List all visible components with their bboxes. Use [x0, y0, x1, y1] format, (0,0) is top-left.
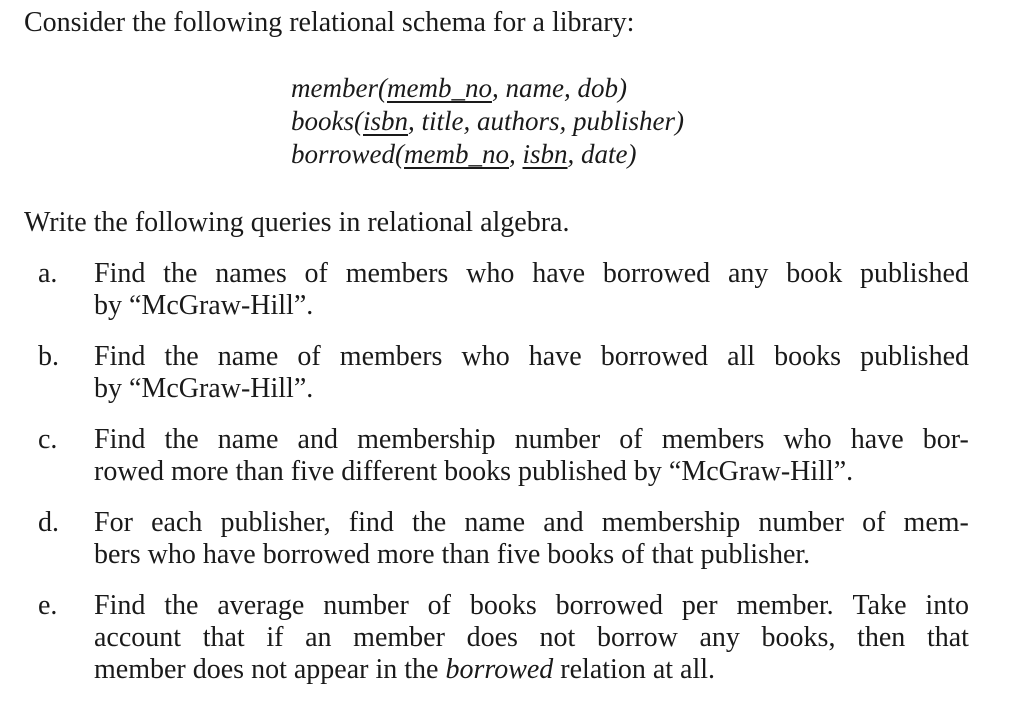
word: of: [297, 341, 321, 372]
word: of: [862, 507, 886, 538]
paren-open: (: [377, 73, 387, 103]
word: name: [217, 341, 279, 372]
word: number: [758, 507, 844, 538]
line-text: relation at all.: [553, 654, 716, 685]
word: if: [266, 622, 284, 653]
question-line: [94, 590, 969, 622]
word: any: [727, 258, 769, 289]
question-line: bers who have borrowed more than five books of that publisher.: [94, 539, 811, 570]
word: and: [543, 507, 584, 538]
line-text: member does not appear in the: [94, 654, 446, 685]
word: published: [860, 258, 969, 289]
word: the: [164, 590, 199, 621]
relation-name: member: [291, 73, 378, 103]
line-text: [94, 424, 969, 456]
question-d: [24, 507, 969, 571]
word: member: [353, 622, 445, 653]
word: then: [857, 622, 906, 653]
line-text: [94, 258, 969, 290]
question-line: by “McGraw-Hill”.: [94, 290, 314, 321]
question-list: [24, 258, 969, 705]
word: borrowed: [555, 590, 663, 621]
word: into: [925, 590, 969, 621]
question-letter: b.: [38, 341, 59, 372]
word: who: [783, 424, 832, 455]
word: number: [514, 424, 601, 455]
word: publisher,: [220, 507, 331, 538]
primary-key-attr: memb_no: [404, 139, 509, 169]
word: the: [164, 341, 199, 372]
schema-member: [291, 72, 684, 105]
word: account: [94, 622, 182, 653]
word: of: [427, 590, 451, 621]
word: all: [727, 341, 756, 372]
question-e: [24, 590, 969, 686]
word: borrow: [596, 622, 678, 653]
word: membership: [601, 507, 741, 538]
line-text: [94, 341, 969, 373]
word: names: [215, 258, 287, 289]
word: of: [304, 258, 328, 289]
word: per: [681, 590, 718, 621]
question-line: [94, 424, 969, 456]
word: the: [164, 424, 199, 455]
word: the: [163, 258, 198, 289]
word: Find: [94, 424, 146, 455]
word: Take: [852, 590, 907, 621]
question-line: [94, 622, 969, 654]
paren-close: ): [627, 139, 637, 169]
relation-reference: borrowed: [445, 654, 554, 685]
line-text: [94, 622, 969, 654]
word: does: [466, 622, 518, 653]
attributes: , name, dob: [491, 73, 618, 103]
relation-name: books: [291, 106, 354, 136]
primary-key-attr: isbn: [363, 106, 409, 136]
separator: ,: [509, 139, 523, 169]
attributes: , date: [567, 139, 628, 169]
word: each: [151, 507, 203, 538]
word: Find: [94, 590, 146, 621]
schema-books: [291, 105, 684, 138]
word: name: [217, 424, 279, 455]
question-line: [94, 258, 969, 290]
word: who: [466, 258, 515, 289]
word: an: [305, 622, 332, 653]
word: that: [202, 622, 245, 653]
question-b: [24, 341, 969, 405]
word: member.: [736, 590, 834, 621]
word: name: [464, 507, 526, 538]
word: who: [461, 341, 510, 372]
word: borrowed: [600, 341, 709, 372]
line-text: [94, 507, 969, 539]
primary-key-attr: isbn: [522, 139, 568, 169]
word: books: [469, 590, 537, 621]
primary-key-attr: memb_no: [386, 73, 492, 103]
line-text: [94, 590, 969, 622]
word: For: [94, 507, 133, 538]
question-a: [24, 258, 969, 322]
word: published: [860, 341, 969, 372]
word: members: [339, 341, 443, 372]
word: have: [528, 341, 582, 372]
word: members: [345, 258, 449, 289]
word: Find: [94, 341, 146, 372]
relational-schema: [291, 72, 684, 171]
word: the: [412, 507, 447, 538]
question-letter: a.: [38, 258, 58, 289]
question-c: [24, 424, 969, 488]
word: mem-: [903, 507, 969, 538]
question-letter: d.: [38, 507, 59, 538]
word: book: [786, 258, 843, 289]
word: books,: [761, 622, 836, 653]
word: members: [661, 424, 765, 455]
word: and: [297, 424, 338, 455]
task-instruction: Write the following queries in relational algebra.: [24, 207, 570, 238]
question-line: rowed more than five different books published by “McGraw-Hill”.: [94, 456, 854, 487]
paren-close: ): [617, 73, 627, 103]
word: Find: [94, 258, 146, 289]
schema-borrowed: [291, 138, 684, 171]
question-line: [94, 507, 969, 539]
word: bor-: [922, 424, 969, 455]
word: find: [348, 507, 394, 538]
relation-name: borrowed: [291, 139, 396, 169]
word: any: [699, 622, 740, 653]
word: of: [619, 424, 643, 455]
paren-open: (: [395, 139, 405, 169]
paren-close: ): [675, 106, 685, 136]
attributes: , title, authors, publisher: [408, 106, 676, 136]
intro-paragraph: Consider the following relational schema for a library:: [24, 7, 635, 38]
question-line: by “McGraw-Hill”.: [94, 373, 314, 404]
word: borrowed: [602, 258, 711, 289]
word: not: [539, 622, 576, 653]
question-letter: e.: [38, 590, 58, 621]
word: books: [774, 341, 842, 372]
question-letter: c.: [38, 424, 58, 455]
question-line: [94, 341, 969, 373]
word: average: [217, 590, 305, 621]
word: membership: [357, 424, 496, 455]
word: have: [850, 424, 904, 455]
question-line: [94, 654, 969, 686]
paren-open: (: [354, 106, 363, 136]
word: number: [323, 590, 409, 621]
word: that: [926, 622, 969, 653]
word: have: [532, 258, 586, 289]
